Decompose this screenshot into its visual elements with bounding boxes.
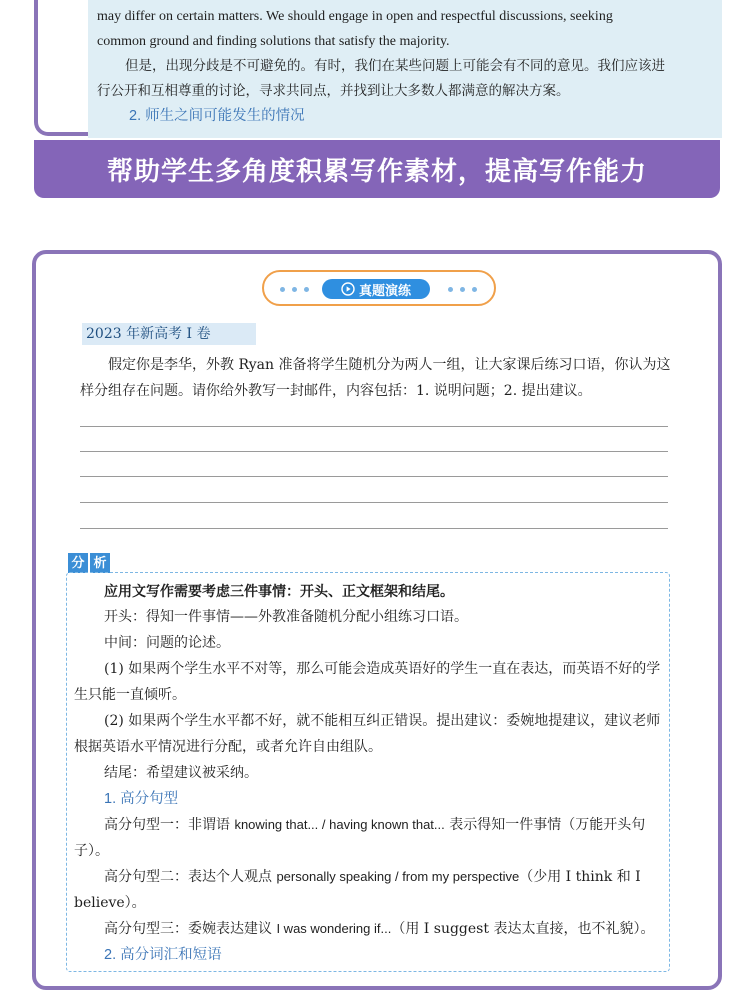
analysis-point-1: (1) 如果两个学生水平不对等，那么可能会造成英语好的学生一直在表达，而英语不好的学生只能一直倾听。 xyxy=(74,661,661,703)
dot-icon xyxy=(460,287,465,292)
dot-icon xyxy=(292,287,297,292)
exam-prompt xyxy=(80,352,672,404)
heading-vocabulary: 2. 高分词汇和短语 xyxy=(104,947,222,963)
banner-text: 帮助学生多角度积累写作素材，提高写作能力 xyxy=(106,155,647,186)
chinese-paragraph: 但是，出现分歧是不可避免的。有时，我们在某些问题上可能会有不同的意见。我们应该进行公开和互相尊重的讨论，寻求共同点，并找到让大多数人都满意的解决方案。 xyxy=(97,58,665,99)
answer-line[interactable] xyxy=(80,451,668,452)
previous-content xyxy=(97,0,677,129)
pattern-3-prefix: 高分句型三：委婉表达建议 xyxy=(104,921,277,937)
analysis-tag-char: 析 xyxy=(90,553,110,573)
answer-line[interactable] xyxy=(80,502,668,503)
dot-icon xyxy=(280,287,285,292)
prompt-text: 假定你是李华，外教 Ryan 准备将学生随机分为两人一组，让大家课后练习口语，你认为这样分组存在问题。请你给外教写一封邮件，内容包括：1. 说明问题；2. 提出建议。 xyxy=(80,357,671,399)
analysis-tag-char: 分 xyxy=(68,553,88,573)
section-pill xyxy=(262,270,496,306)
pattern-2-prefix: 高分句型二：表达个人观点 xyxy=(104,869,277,885)
english-line-1: may differ on certain matters. We should engage in open and respectful discussions, seeking xyxy=(97,9,613,24)
section-label-text: 真题演练 xyxy=(358,282,411,298)
section-label xyxy=(322,279,430,299)
sentence-pattern-3 xyxy=(74,916,664,942)
english-line-2: common ground and finding solutions that satisfy the majority. xyxy=(97,34,450,49)
heading-sentence-patterns: 1. 高分句型 xyxy=(104,791,179,807)
pattern-3-suffix: （用 I suggest 表达太直接，也不礼貌）。 xyxy=(391,921,655,937)
pattern-1-prefix: 高分句型一：非谓语 xyxy=(104,817,235,833)
answer-line[interactable] xyxy=(80,528,668,529)
sentence-pattern-2 xyxy=(74,864,664,916)
pattern-2-suffix: （少用 I think 和 I believe）。 xyxy=(74,869,641,911)
analysis-tag xyxy=(68,553,110,573)
analysis-ending: 结尾：希望建议被采纳。 xyxy=(104,765,258,781)
pattern-3-english: I was wondering if... xyxy=(276,921,392,936)
analysis-point-2: (2) 如果两个学生水平都不好，就不能相互纠正错误。提出建议：委婉地提建议，建议老师根据英语水平情况进行分配，或者允许自由组队。 xyxy=(74,713,661,755)
analysis-content xyxy=(74,578,664,968)
play-circle-icon xyxy=(341,282,355,296)
pattern-2-english: personally speaking / from my perspective xyxy=(276,869,520,884)
analysis-intro: 应用文写作需要考虑三件事情：开头、正文框架和结尾。 xyxy=(104,583,454,599)
analysis-middle: 中间：问题的论述。 xyxy=(104,635,230,651)
answer-line[interactable] xyxy=(80,426,668,427)
dot-icon xyxy=(472,287,477,292)
dot-icon xyxy=(304,287,309,292)
slogan-banner xyxy=(34,140,720,198)
pattern-1-suffix: 表示得知一件事情（万能开头句子）。 xyxy=(74,817,646,859)
sentence-pattern-1 xyxy=(74,812,664,864)
pattern-1-english: knowing that... / having known that... xyxy=(234,817,445,832)
subheading: 2. 师生之间可能发生的情况 xyxy=(129,108,305,124)
exam-source-tag: 2023 年新高考 Ⅰ 卷 xyxy=(82,323,256,345)
dot-icon xyxy=(448,287,453,292)
analysis-opening: 开头：得知一件事情——外教准备随机分配小组练习口语。 xyxy=(104,609,468,625)
answer-line[interactable] xyxy=(80,476,668,477)
